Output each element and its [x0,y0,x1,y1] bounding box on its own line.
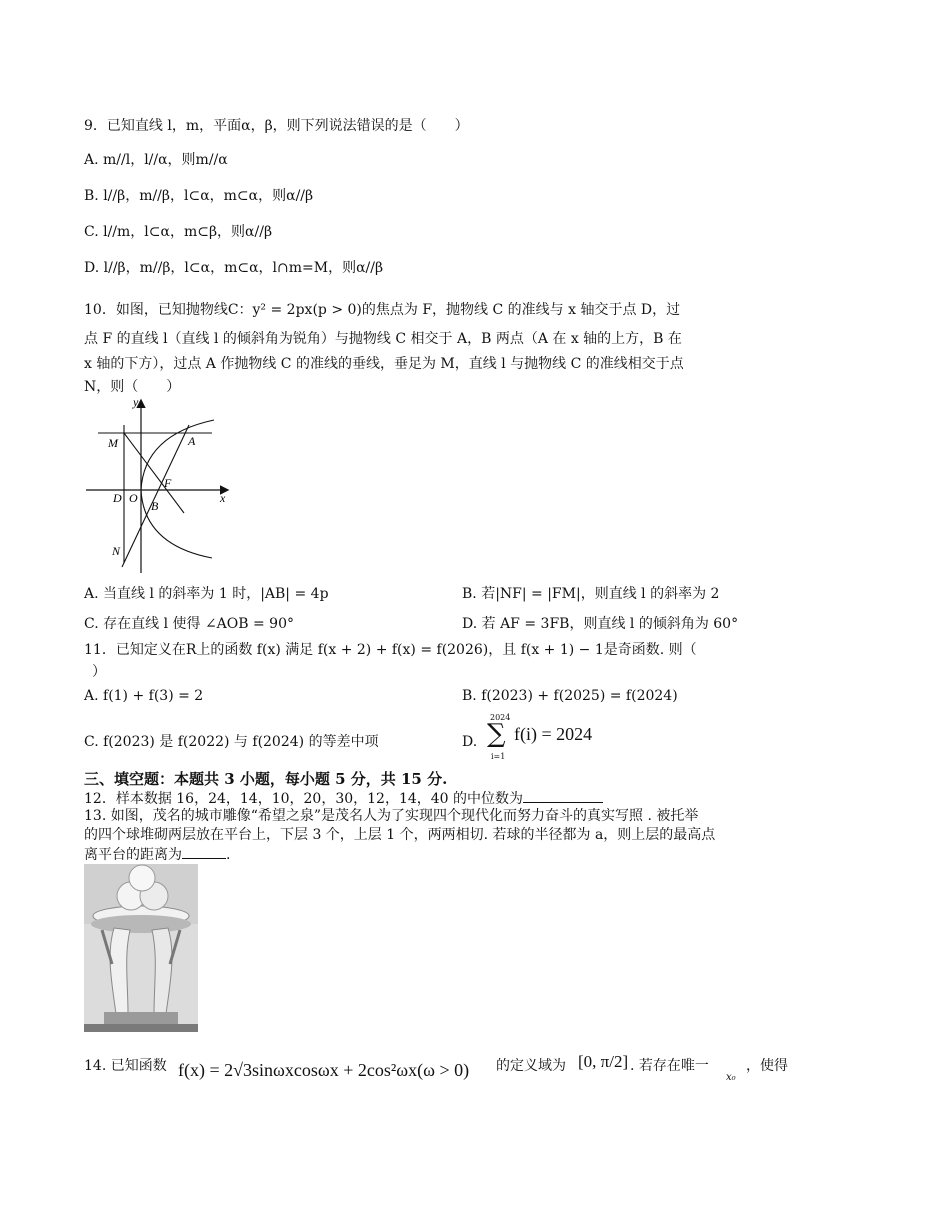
q11-option-d-expr: f(i) = 2024 [514,724,593,744]
q10-option-d: D. 若 AF = 3FB，则直线 l 的倾斜角为 60° [462,616,739,632]
q10-line4: N，则（ ） [84,379,181,395]
q14-mid: 的定义域为 [496,1058,566,1074]
q10-line1: 10．如图，已知抛物线C：y² = 2px(p > 0)的焦点为 F，抛物线 C 的准线与 x 轴交于点 D，过 [84,302,681,318]
q10-option-a: A. 当直线 l 的斜率为 1 时，|AB| = 4p [84,586,329,602]
q9-option-d: D. l//β，m//β，l⊂α，m⊂α，l∩m=M，则α//β [84,260,384,276]
q10-line3: x 轴的下方），过点 A 作抛物线 C 的准线的垂线，垂足为 M，直线 l 与抛物线 C 的准线相交于点 [84,356,684,372]
q11-option-c: C. f(2023) 是 f(2022) 与 f(2024) 的等差中项 [84,734,379,750]
q13-line3: 离平台的距离为 [84,847,182,863]
label-y: y [133,395,139,409]
q13-line2: 的四个球堆砌两层放在平台上，下层 3 个，上层 1 个，两两相切. 若球的半径都为 a，则上层的最高点 [84,827,716,843]
q12-stem: 12．样本数据 16，24，14，10，20，30，12，14，40 的中位数为 [84,791,524,807]
label-x: x [220,491,226,505]
label-d: D [113,491,122,505]
statue-photo [84,864,198,1032]
q14-lead: 14. 已知函数 [84,1058,167,1074]
q14-end: ，使得 [746,1058,788,1074]
label-f: F [164,476,172,490]
q13-line1: 13. 如图，茂名的城市雕像“希望之泉”是茂名人为了实现四个现代化而努力奋斗的真实写照 . 被托举 [84,808,699,824]
q9-option-a: A. m//l，l//α，则m//α [84,152,228,168]
label-m: M [108,436,118,450]
sigma-icon: ∑ [487,719,506,749]
q13-answer-blank[interactable] [182,844,226,859]
section-heading: 三、填空题：本题共 3 小题，每小题 5 分，共 15 分. [84,770,448,788]
parabola-curve [141,420,214,558]
q10-option-b: B. 若|NF| = |FM|，则直线 l 的斜率为 2 [462,586,720,602]
q11-sum-upper: 2024 [490,713,511,722]
q11-line2: ） [92,664,106,680]
q10-line2: 点 F 的直线 l（直线 l 的倾斜角为锐角）与抛物线 C 相交于 A，B 两点（A 在 x 轴的上方，B 在 [84,331,682,347]
q11-option-a: A. f(1) + f(3) = 2 [84,688,204,704]
q12-answer-blank[interactable] [523,788,603,803]
q11-option-d-prefix: D. [462,734,478,750]
q9-option-c: C. l//m，l⊂α，m⊂β，则α//β [84,224,273,240]
q11-sum-lower: i=1 [491,752,506,761]
q11-option-b: B. f(2023) + f(2025) = f(2024) [462,688,678,704]
q14-tail: . 若存在唯一 [630,1058,709,1074]
q10-option-c: C. 存在直线 l 使得 ∠AOB = 90° [84,616,294,632]
q11-line1: 11．已知定义在R上的函数 f(x) 满足 f(x + 2) + f(x) = f(2026)，且 f(x + 1) − 1是奇函数. 则（ [84,642,697,658]
parabola-figure [84,395,234,575]
q13-line3-wrap: 离平台的距离为 . [84,844,230,865]
label-n: N [112,544,121,558]
q14-x0: x₀ [726,1072,736,1083]
label-a: A [188,434,196,448]
q14-domain: [0, π/2] [578,1052,629,1071]
q9-stem: 9．已知直线 l，m，平面α，β，则下列说法错误的是（ ） [84,118,469,134]
label-o: O [129,491,138,505]
q14-function: f(x) = 2√3sinωxcosωx + 2cos²ωx(ω > 0) [178,1060,470,1080]
q9-option-b: B. l//β，m//β，l⊂α，m⊂α，则α//β [84,188,314,204]
label-b: B [151,499,159,513]
